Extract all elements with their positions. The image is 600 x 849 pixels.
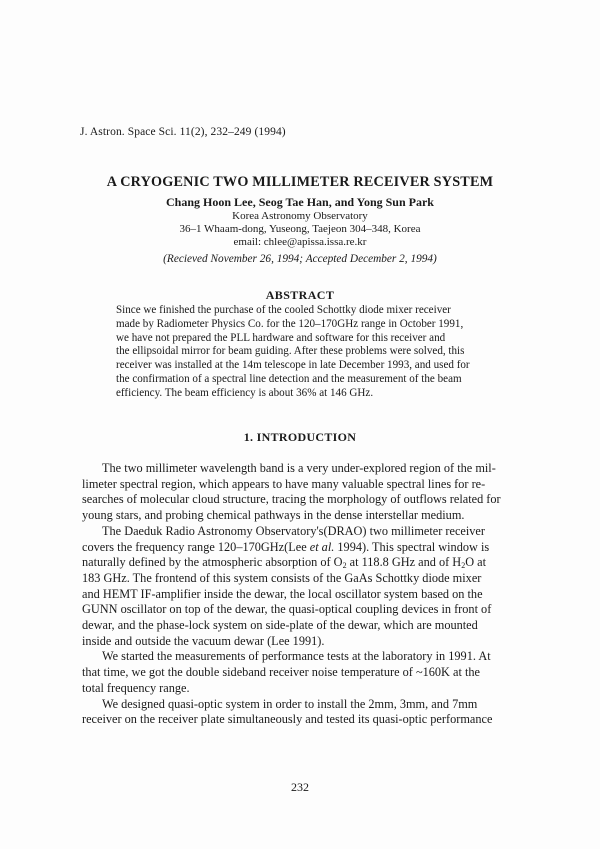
body-line: We designed quasi-optic system in order to install the 2mm, 3mm, and 7mm — [102, 696, 478, 711]
body-line: The two millimeter wavelength band is a very under-explored region of the mil- — [102, 461, 496, 475]
body-line: total frequency range. — [82, 680, 190, 695]
affiliation-institute: Korea Astronomy Observatory — [232, 210, 368, 222]
body-line: inside and outside the vacuum dewar (Lee 1991). — [82, 633, 325, 648]
body-line: young stars, and probing chemical pathways in the dense interstellar medium. — [82, 508, 465, 523]
body-line: 183 GHz. The frontend of this system consists of the GaAs Schottky diode mixer — [82, 570, 482, 585]
abstract-line: efficiency. The beam efficiency is about 36% at 146 GHz. — [116, 386, 374, 399]
abstract-line: the confirmation of a spectral line detection and the measurement of the beam — [116, 372, 462, 385]
body-line: that time, we got the double sideband receiver noise temperature of ~160K at the — [82, 665, 480, 680]
affiliation-address: 36–1 Whaam-dong, Yuseong, Taejeon 304–348, Korea — [179, 223, 421, 235]
affiliation-email: email: chlee@apissa.issa.re.kr — [233, 236, 367, 248]
received-accepted-dates: (Recieved November 26, 1994; Accepted December 2, 1994) — [163, 253, 437, 265]
body-line: GUNN oscillator on top of the dewar, the quasi-optical coupling devices in front of — [82, 602, 492, 617]
body-line: and HEMT IF-amplifier inside the dewar, the local oscillator system based on the — [82, 586, 483, 601]
paper-title: A CRYOGENIC TWO MILLIMETER RECEIVER SYSTEM — [106, 174, 494, 190]
body-line: dewar, and the phase-lock system on side-plate of the dewar, which are mounted — [82, 618, 478, 633]
body-line: The Daeduk Radio Astronomy Observatory's(DRAO) two millimeter receiver — [102, 523, 485, 538]
body-line: covers the frequency range 120–170GHz(Lee et al. 1994). This spectral window is — [82, 539, 490, 554]
abstract-heading: ABSTRACT — [265, 288, 335, 302]
section-body — [82, 461, 522, 728]
body-line: limeter spectral region, which appears to have many valuable spectral lines for re- — [82, 476, 486, 491]
abstract-line: we have not prepared the PLL hardware and software for this receiver and — [116, 331, 446, 344]
body-line: searches of molecular cloud structure, tracing the morphology of outflows related for — [82, 492, 501, 507]
author-list: Chang Hoon Lee, Seog Tae Han, and Yong Sun Park — [166, 195, 434, 209]
abstract-body — [116, 304, 486, 401]
body-line: We started the measurements of performance tests at the laboratory in 1991. At — [102, 649, 491, 664]
body-line: receiver on the receiver plate simultaneously and tested its quasi-optic performance — [82, 712, 493, 727]
body-line: naturally defined by the atmospheric absorption of $O_2$ at 118.8 GHz and of $H_2O$ at — [82, 555, 487, 571]
abstract-line: Since we finished the purchase of the cooled Schottky diode mixer receiver — [116, 304, 451, 316]
page-number: 232 — [291, 780, 309, 794]
section-heading: 1. INTRODUCTION — [243, 430, 357, 444]
abstract-line: the ellipsoidal mirror for beam guiding. After these problems were solved, this — [116, 345, 465, 358]
abstract-line: receiver was installed at the 14m telescope in late December 1993, and used for — [116, 359, 470, 372]
journal-citation: J. Astron. Space Sci. 11(2), 232–249 (1994) — [80, 126, 286, 138]
abstract-line: made by Radiometer Physics Co. for the 120–170GHz range in October 1991, — [116, 317, 464, 330]
